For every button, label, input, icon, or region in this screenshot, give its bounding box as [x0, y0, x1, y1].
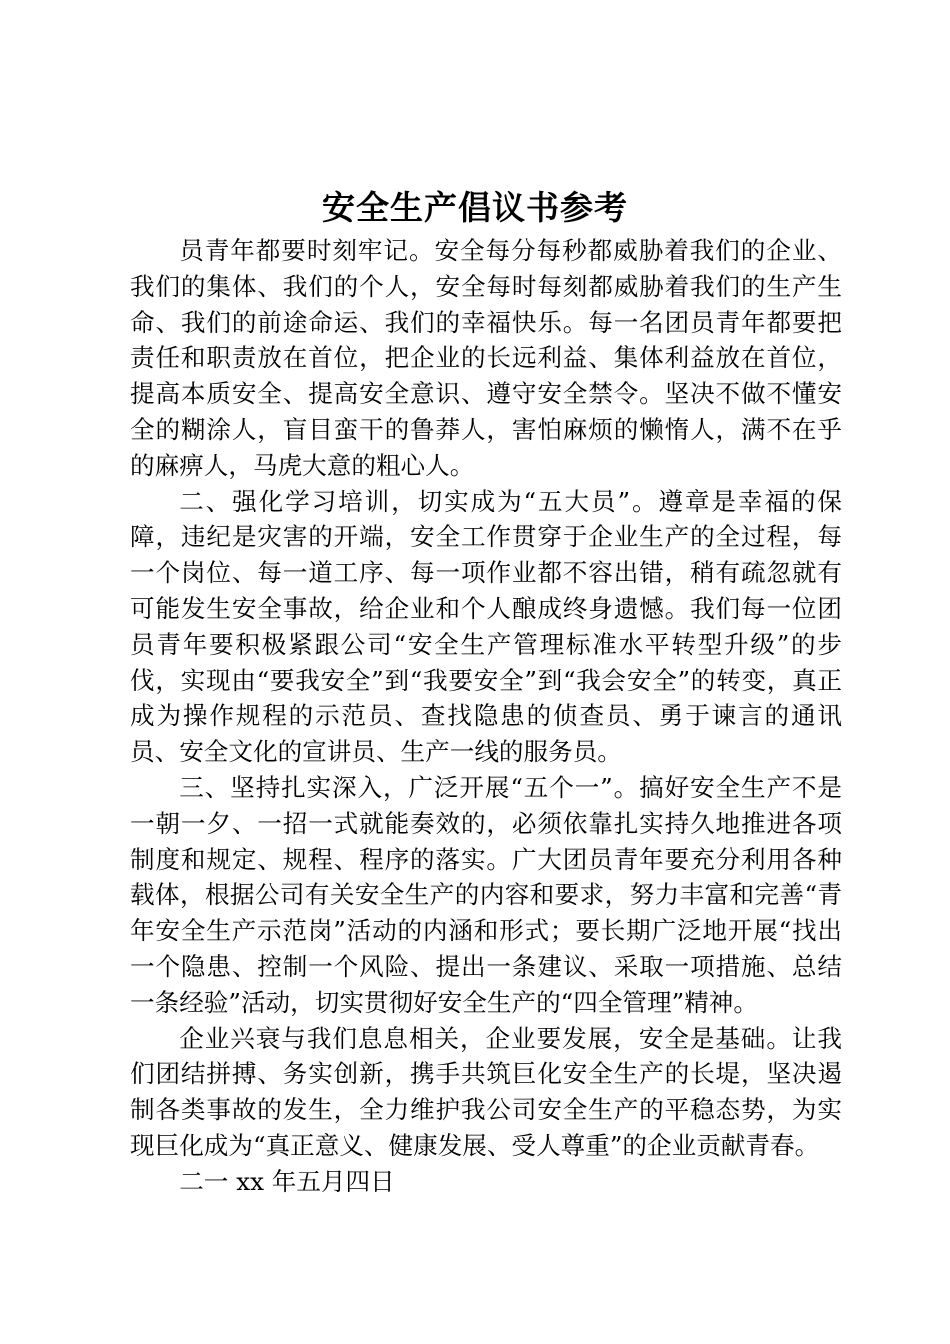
paragraph-3: 三、坚持扎实深入，广泛开展“五个一”。搞好安全生产不是一朝一夕、一招一式就能奏效的，必须依靠扎实持久地推进各项制度和规定、规程、程序的落实。广大团员青年要充分利用各种载体，根据公司有关安全生产的内容和要求，努力丰富和完善“青年安全生产示范岗”活动的内涵和形式；要长期广泛地开展“找出一个隐患、控制一个风险、提出一条建议、采取一项措施、总结一条经验”活动，切实贯彻好安全生产的“四全管理”精神。	[130, 772, 842, 1017]
document-title: 安全生产倡议书参考	[322, 188, 628, 227]
document-body	[130, 233, 842, 1200]
paragraph-2: 二、强化学习培训，切实成为“五大员”。遵章是幸福的保障，违纪是灾害的开端，安全工作贯穿于企业生产的全过程，每一个岗位、每一道工序、每一项作业都不容出错，稍有疏忽就有可能发生安全事故，给企业和个人酿成终身遗憾。我们每一位团员青年要积极紧跟公司“安全生产管理标准水平转型升级”的步伐，实现由“要我安全”到“我要安全”到“我会安全”的转变，真正成为操作规程的示范员、查找隐患的侦查员、勇于谏言的通讯员、安全文化的宣讲员、生产一线的服务员。	[130, 486, 842, 767]
paragraph-4: 企业兴衰与我们息息相关，企业要发展，安全是基础。让我们团结拼搏、务实创新，携手共筑巨化安全生产的长堤，坚决遏制各类事故的发生，全力维护我公司安全生产的平稳态势，为实现巨化成为“真正意义、健康发展、受人尊重”的企业贡献青春。	[130, 1023, 842, 1160]
paragraph-1: 员青年都要时刻牢记。安全每分每秒都威胁着我们的企业、我们的集体、我们的个人，安全每时每刻都威胁着我们的生产生命、我们的前途命运、我们的幸福快乐。每一名团员青年都要把责任和职责放在首位，把企业的长远利益、集体利益放在首位，提高本质安全、提高安全意识、遵守安全禁令。坚决不做不懂安全的糊涂人，盲目蛮干的鲁莽人，害怕麻烦的懒惰人，满不在乎的麻痹人，马虎大意的粗心人。	[130, 236, 842, 480]
document-date: 二一 xx 年五月四日	[179, 1166, 395, 1196]
